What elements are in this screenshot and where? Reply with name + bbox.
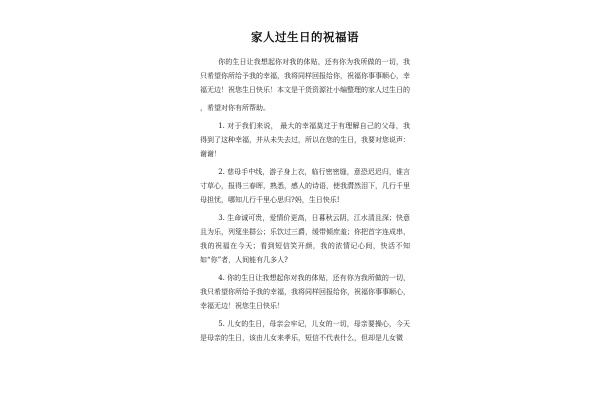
paragraph-item-3: 3. 生命诚可贵，爱情价更高，日暮秋云阴，江水清且深；快意且为乐，列筵坐群公；乐饮过三爵，缓带倾庶羞；你把首字连成串，我的祝福在今天；看到短信笑开颜，我的浓情记心间，快活不知如“你”者，人间能有几多人? xyxy=(200,214,410,264)
document-title: 家人过生日的祝福语 xyxy=(251,30,359,44)
paragraph-item-2: 2. 慈母手中线，游子身上衣，临行密密缝，意恐迟迟归，谁言寸草心，报得三春晖，熟悉，感人的诗语，使我潸然泪下，几行千里母担忧，哪知儿行千里心思归?妈，生日快乐! xyxy=(200,168,410,204)
paragraph-intro-continued: ，希望对你有所帮助。 xyxy=(200,104,270,112)
document-body xyxy=(200,30,410,349)
paragraph-item-5: 5. 儿女的生日，母亲会牢记，儿女的一切，母亲要操心，今天是母亲的生日，该由儿女来孝乐，短信不代表什么，但却是儿女微 xyxy=(200,320,410,342)
paragraph-intro: 你的生日让我想起你对我的体贴，还有你为我所做的一切，我只希望你所给予我的幸福，我将同样回报给你，祝福你事事顺心，幸福无边！祝您生日快乐！本文是干货资源社小编整理的家人过生日的 xyxy=(200,58,410,94)
paragraph-item-4: 4. 你的生日让我想起你对我的体贴，还有你为我所做的一切，我只希望你所给予我的幸福，我将同样回报给你，祝福你事事顺心，幸福无边！祝您生日快乐！ xyxy=(200,274,410,310)
paragraph-item-1: 1. 对于我们来说， 最大的幸福莫过于有理解自己的父母，我得到了这种幸福，并从未失去过，所以在您的生日，我要对您说声：谢谢！ xyxy=(200,122,410,158)
